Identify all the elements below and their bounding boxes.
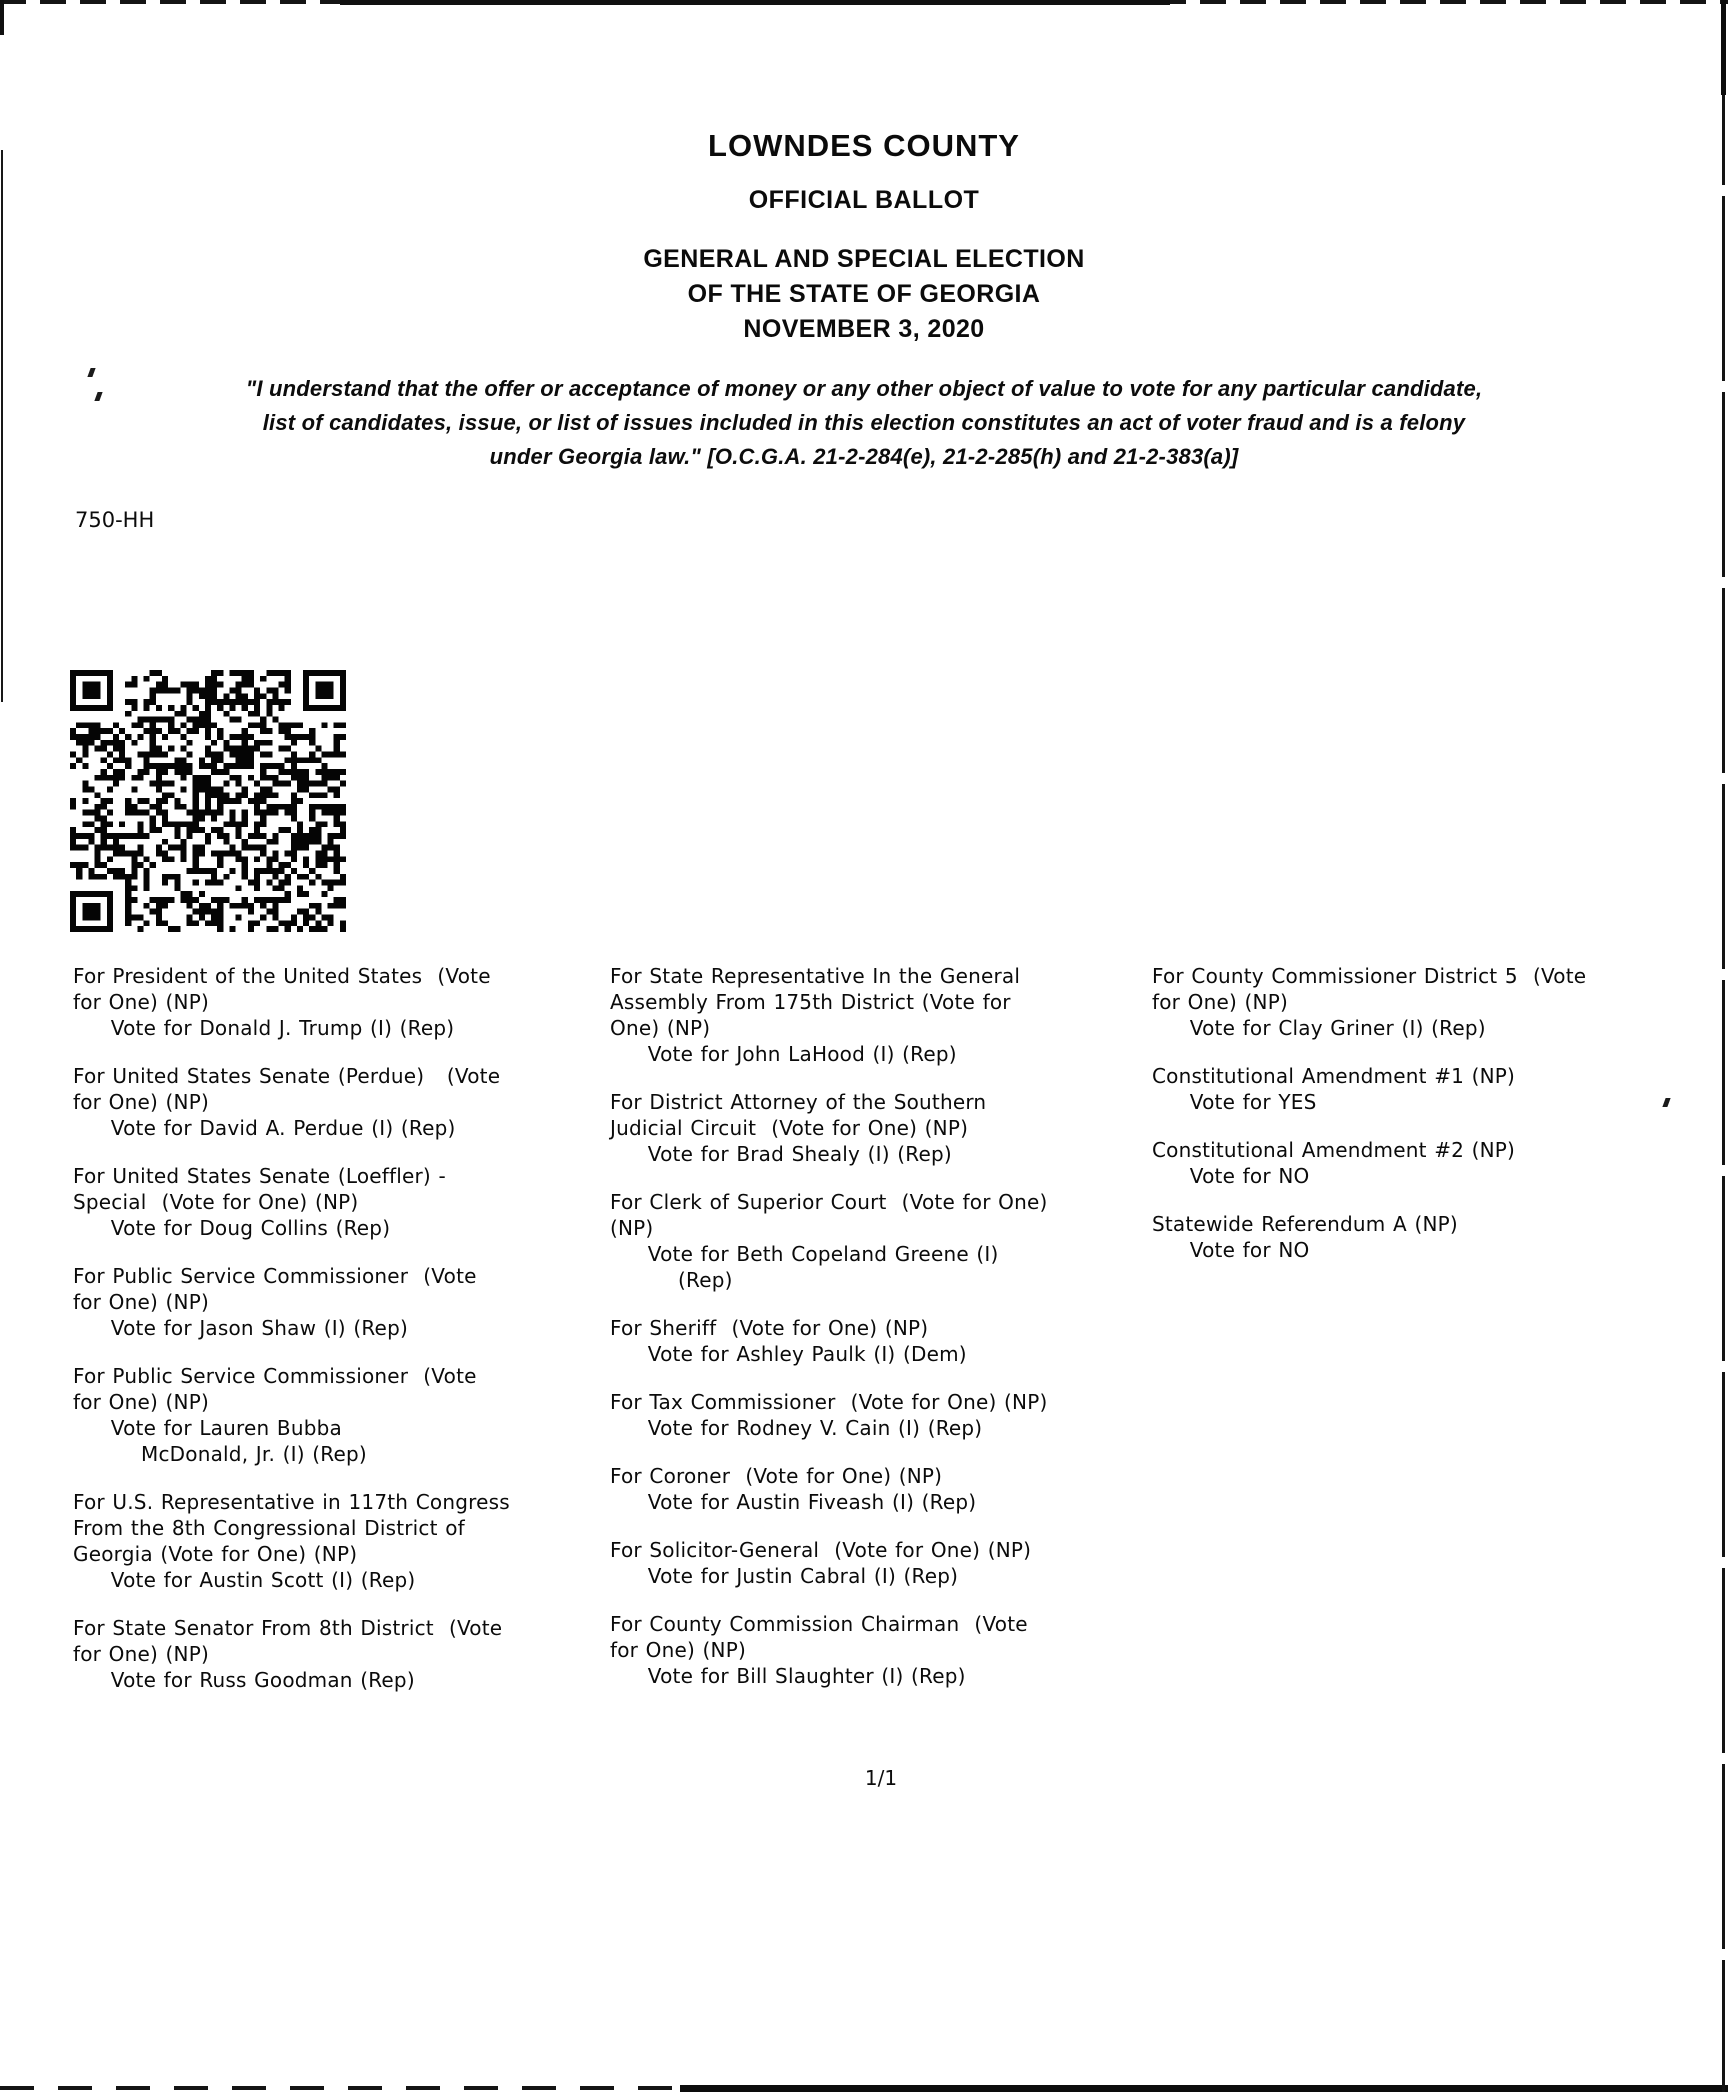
contest-line: Vote for Austin Fiveash (I) (Rep) <box>610 1490 977 1514</box>
contest-line: Vote for Beth Copeland Greene (I) <box>610 1242 999 1266</box>
voter-fraud-disclaimer <box>44 372 1684 474</box>
contest-line: One) (NP) <box>610 1016 711 1040</box>
scan-artifact-bottom-edge-heavy <box>680 2085 1728 2092</box>
contest-line: For Public Service Commissioner (Vote <box>73 1264 477 1288</box>
contest-line: For Sheriff (Vote for One) (NP) <box>610 1316 929 1340</box>
contest-line: Vote for YES <box>1152 1090 1317 1114</box>
contest-line: for One) (NP) <box>73 1390 209 1414</box>
election-title-line: GENERAL AND SPECIAL ELECTION <box>643 245 1085 273</box>
scan-artifact-top-edge <box>0 0 1728 4</box>
contest <box>1152 1137 1728 1189</box>
scan-artifact-left-tick <box>0 0 4 35</box>
contest-columns <box>73 963 1728 1715</box>
contest-line: Vote for Justin Cabral (I) (Rep) <box>610 1564 959 1588</box>
contest <box>73 963 610 1041</box>
contest-line: Georgia (Vote for One) (NP) <box>73 1542 358 1566</box>
contest <box>73 1363 610 1467</box>
contest <box>1152 1063 1728 1115</box>
contest-line: Vote for Brad Shealy (I) (Rep) <box>610 1142 952 1166</box>
contest-line: Vote for David A. Perdue (I) (Rep) <box>73 1116 456 1140</box>
contest-line: Judicial Circuit (Vote for One) (NP) <box>610 1116 969 1140</box>
contest-line: for One) (NP) <box>73 1642 209 1666</box>
contest-line: For Solicitor-General (Vote for One) (NP) <box>610 1538 1032 1562</box>
contest-column-3 <box>1152 963 1728 1285</box>
contest-line: For State Senator From 8th District (Vote <box>73 1616 503 1640</box>
contest-line: For District Attorney of the Southern <box>610 1090 987 1114</box>
contest <box>610 1463 1152 1515</box>
contest-line: Vote for Austin Scott (I) (Rep) <box>73 1568 416 1592</box>
contest <box>610 1189 1152 1293</box>
contest-line: For United States Senate (Loeffler) - <box>73 1164 446 1188</box>
contest-line: Constitutional Amendment #2 (NP) <box>1152 1138 1516 1162</box>
contest-column-1 <box>73 963 610 1715</box>
contest-line: For United States Senate (Perdue) (Vote <box>73 1064 501 1088</box>
contest <box>1152 963 1728 1041</box>
scan-artifact-top-edge-heavy <box>340 0 1170 5</box>
contest <box>73 1063 610 1141</box>
contest-line: Vote for Ashley Paulk (I) (Dem) <box>610 1342 967 1366</box>
election-title-line: OF THE STATE OF GEORGIA <box>687 280 1041 308</box>
election-title <box>0 242 1728 347</box>
contest <box>610 1089 1152 1167</box>
ballot-title: OFFICIAL BALLOT <box>748 186 980 214</box>
contest <box>610 963 1152 1067</box>
contest-line: Vote for Donald J. Trump (I) (Rep) <box>73 1016 455 1040</box>
county-title: LOWNDES COUNTY <box>708 128 1020 163</box>
contest-line: Vote for NO <box>1152 1164 1310 1188</box>
contest-line: For County Commissioner District 5 (Vote <box>1152 964 1587 988</box>
disclaimer-line: under Georgia law." [O.C.G.A. 21-2-284(e), 21-2-285(h) and 21-2-383(a)] <box>489 444 1239 469</box>
contest <box>73 1489 610 1593</box>
contest-line: Constitutional Amendment #1 (NP) <box>1152 1064 1516 1088</box>
scan-artifact-bottom-edge <box>0 2086 1728 2090</box>
contest-line: Assembly From 175th District (Vote for <box>610 990 1011 1014</box>
contest-line: Special (Vote for One) (NP) <box>73 1190 359 1214</box>
page-number: 1/1 <box>864 1766 898 1790</box>
contest-line: For President of the United States (Vote <box>73 964 491 988</box>
contest-line: Vote for Doug Collins (Rep) <box>73 1216 391 1240</box>
contest-line: For Coroner (Vote for One) (NP) <box>610 1464 943 1488</box>
contest-line: (NP) <box>610 1216 654 1240</box>
contest-line: Vote for Rodney V. Cain (I) (Rep) <box>610 1416 983 1440</box>
contest-line: Vote for Jason Shaw (I) (Rep) <box>73 1316 408 1340</box>
disclaimer-line: "I understand that the offer or acceptance of money or any other object of value to vote for any particular candidate, <box>245 376 1483 401</box>
contest-line: For U.S. Representative in 117th Congress <box>73 1490 510 1514</box>
contest-line: For County Commission Chairman (Vote <box>610 1612 1028 1636</box>
disclaimer-line: list of candidates, issue, or list of issues included in this election constitutes an act of voter fraud and is a felony <box>262 410 1466 435</box>
contest-line: Vote for Lauren Bubba <box>73 1416 342 1440</box>
election-title-line: NOVEMBER 3, 2020 <box>743 315 985 343</box>
contest-line: for One) (NP) <box>73 1290 209 1314</box>
contest-line: for One) (NP) <box>73 990 209 1014</box>
ballot-style-code: 750-HH <box>75 508 155 532</box>
contest-line: For Clerk of Superior Court (Vote for One) <box>610 1190 1048 1214</box>
contest-column-2 <box>610 963 1152 1711</box>
scan-artifact-right-line-heavy <box>1721 0 1726 95</box>
contest-line: McDonald, Jr. (I) (Rep) <box>73 1442 367 1466</box>
contest-line: for One) (NP) <box>610 1638 746 1662</box>
contest-line: for One) (NP) <box>73 1090 209 1114</box>
contest-line: For Public Service Commissioner (Vote <box>73 1364 477 1388</box>
contest <box>610 1611 1152 1689</box>
contest-line: Statewide Referendum A (NP) <box>1152 1212 1458 1236</box>
contest-line: for One) (NP) <box>1152 990 1288 1014</box>
contest-line: Vote for NO <box>1152 1238 1310 1262</box>
contest-line: Vote for Bill Slaughter (I) (Rep) <box>610 1664 966 1688</box>
contest <box>610 1389 1152 1441</box>
contest-line: For State Representative In the General <box>610 964 1021 988</box>
contest <box>73 1263 610 1341</box>
contest-line: (Rep) <box>610 1268 733 1292</box>
contest <box>610 1537 1152 1589</box>
contest-line: From the 8th Congressional District of <box>73 1516 465 1540</box>
contest-line: Vote for Clay Griner (I) (Rep) <box>1152 1016 1486 1040</box>
scan-artifact-left-line <box>1 150 3 702</box>
contest <box>1152 1211 1728 1263</box>
contest <box>73 1615 610 1693</box>
contest-line: Vote for John LaHood (I) (Rep) <box>610 1042 957 1066</box>
contest-line: Vote for Russ Goodman (Rep) <box>73 1668 415 1692</box>
contest <box>73 1163 610 1241</box>
qr-code <box>70 670 346 932</box>
contest-line: For Tax Commissioner (Vote for One) (NP) <box>610 1390 1048 1414</box>
contest <box>610 1315 1152 1367</box>
